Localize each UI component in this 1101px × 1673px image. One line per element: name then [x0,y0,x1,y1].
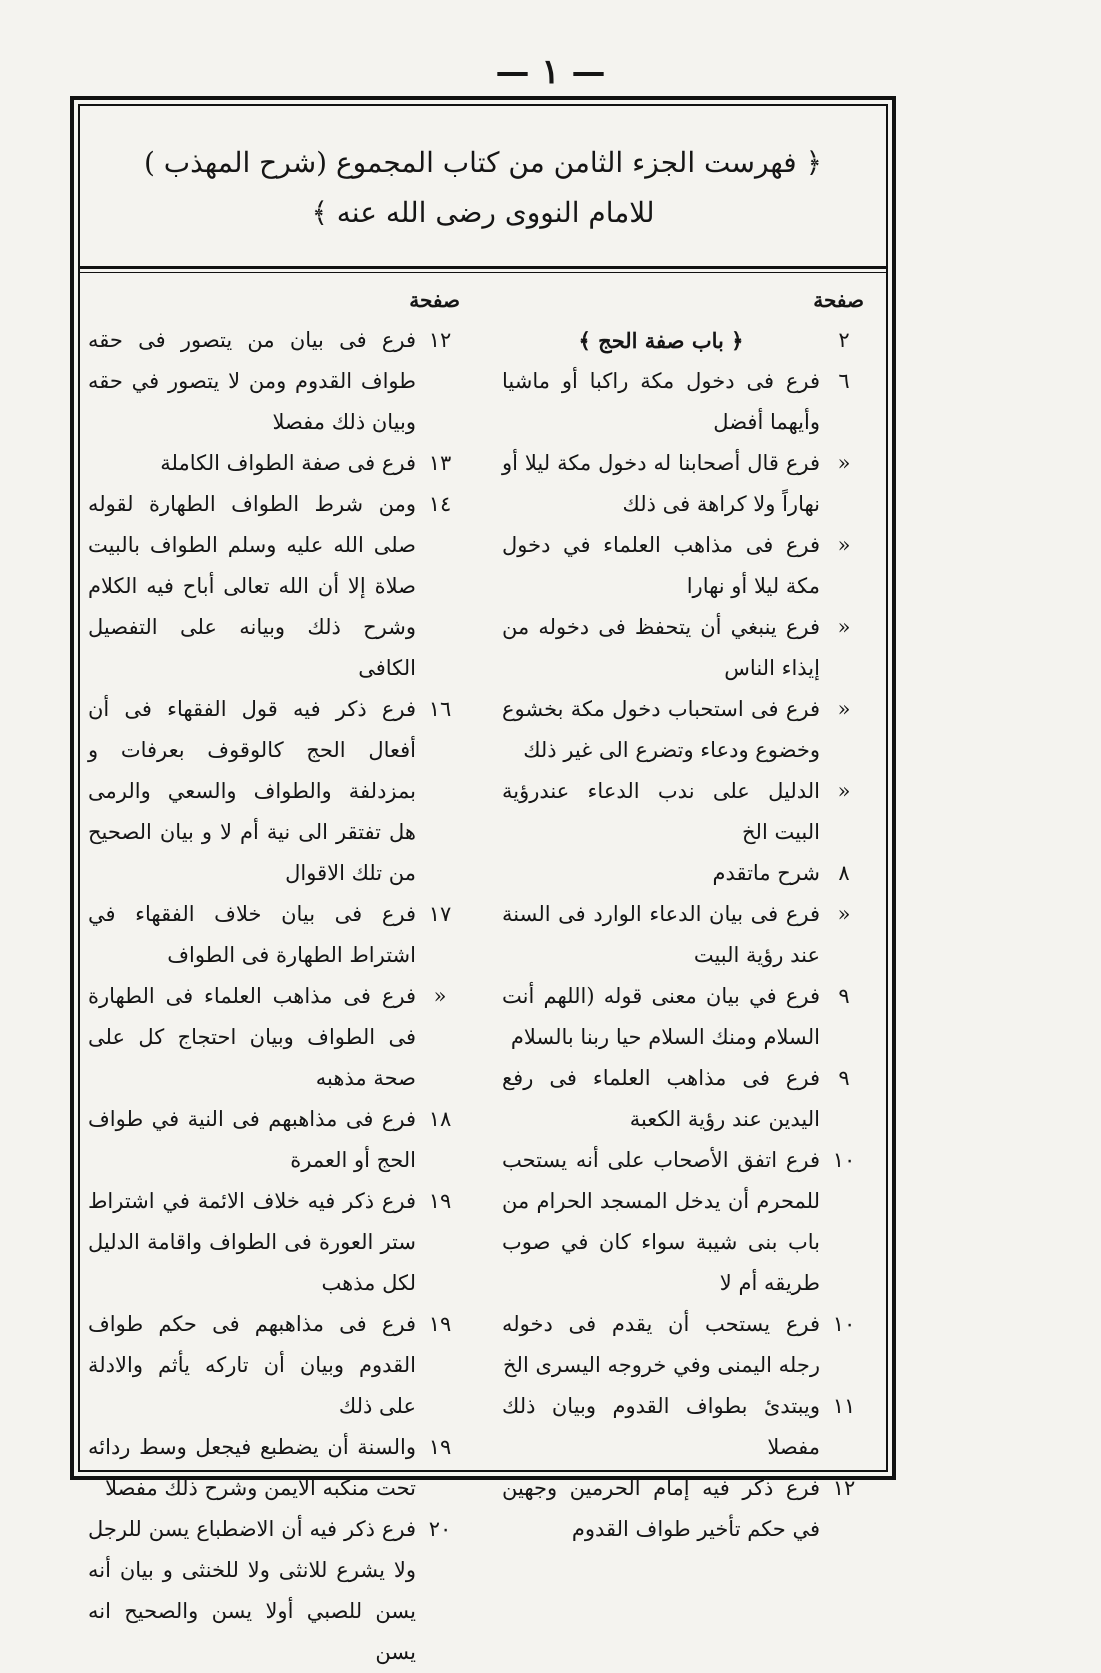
index-entry [88,1427,460,1509]
index-entry [88,689,460,894]
index-entry [502,1386,864,1468]
entry-title: شرح ماتقدم [712,861,820,885]
entry-page-number: ٩ [838,1066,850,1090]
index-entry [88,484,460,689]
entry-page-number: ١٩ [428,1435,452,1459]
entry-page-number: « [837,615,851,639]
entry-page-number: ١٩ [428,1189,452,1213]
index-entry [88,894,460,976]
index-entry [502,1304,864,1386]
header-divider [80,266,886,269]
entry-title: فرع فى مذاهب العلماء في دخول مكة ليلا أو نهارا [502,533,820,598]
entry-page-number: ٢ [838,328,850,352]
entry-page-number: « [837,779,851,803]
entry-list [502,320,864,1550]
index-entry [88,320,460,443]
entry-title: فرع فى دخول مكة راكبا أو ماشيا وأيهما أفضل [502,369,820,434]
index-entry [502,320,864,361]
entry-title: فرع فى مذاهب العلماء فى الطهارة فى الطواف وبيان احتجاج كل على صحة مذهبه [88,984,416,1090]
entry-title: فرع فى مذاهبهم فى حكم طواف القدوم وبيان أن تاركه يأثم والادلة على ذلك [88,1312,416,1418]
index-entry [502,607,864,689]
entry-page-number: ١٣ [428,451,452,475]
entry-title: ويبتدئ بطواف القدوم وبيان ذلك مفصلا [502,1394,820,1459]
entry-page-number: ١٢ [428,328,452,352]
entry-title: والسنة أن يضطبع فيجعل وسط ردائه تحت منكبه الايمن وشرح ذلك مفصلا [88,1435,416,1500]
index-entry [502,361,864,443]
entry-title: فرع قال أصحابنا له دخول مكة ليلا أو نهاراً ولا كراهة فى ذلك [502,451,820,516]
header-title-line: ﴿ فهرست الجزء الثامن من كتاب المجموع (شرح المهذب ) [143,146,822,179]
index-entry [502,525,864,607]
entry-page-number: ١١ [832,1394,856,1418]
header-author-line: للامام النووى رضى الله عنه ﴾ [311,196,655,229]
header-divider-thin [80,272,886,273]
entry-page-number: ١٠ [832,1148,856,1172]
index-entry [502,853,864,894]
index-entry [88,1304,460,1427]
entry-page-number: ١٩ [428,1312,452,1336]
index-column-right [502,280,864,1550]
entry-title: الدليل على ندب الدعاء عندرؤية البيت الخ [502,779,820,844]
entry-page-number: ٩ [838,984,850,1008]
entry-title: فرع فى بيان الدعاء الوارد فى السنة عند رؤية البيت [502,902,820,967]
index-header [94,138,872,238]
entry-page-number: « [837,697,851,721]
entry-page-number: ١٨ [428,1107,452,1131]
entry-title: فرع فى بيان خلاف الفقهاء في اشتراط الطهارة فى الطواف [88,902,416,967]
entry-title: فرع في بيان معنى قوله (اللهم أنت السلام ومنك السلام حيا ربنا بالسلام [502,984,820,1049]
entry-title: فرع ذكر فيه قول الفقهاء فى أن أفعال الحج كالوقوف بعرفات و بمزدلفة والطواف والسعي والرمى هل تفتقر الى نية أم لا و بيان الصحيح من تلك الاقوال [88,697,416,885]
entry-title: فرع فى مذاهبهم فى النية في طواف الحج أو العمرة [88,1107,416,1172]
entry-title: فرع فى صفة الطواف الكاملة [160,451,416,475]
entry-title: فرع ذكر فيه أن الاضطباع يسن للرجل ولا يشرع للانثى ولا للخنثى و بيان أنه يسن للصبي أولا يسن والصحيح انه يسن [88,1517,416,1664]
entry-title: ومن شرط الطواف الطهارة لقوله صلى الله عليه وسلم الطواف بالبيت صلاة إلا أن الله تعالى أباح فيه الكلام وشرح ذلك وبيانه على التفصيل الكافى [88,492,416,680]
index-entry [502,689,864,771]
entry-title: فرع فى استحباب دخول مكة بخشوع وخضوع ودعاء وتضرع الى غير ذلك [502,697,820,762]
entry-list [88,320,460,1673]
index-entry [502,1140,864,1304]
index-entry [502,771,864,853]
index-entry [88,1509,460,1673]
entry-title: فرع فى مذاهب العلماء فى رفع اليدين عند رؤية الكعبة [502,1066,820,1131]
entry-title: فرع ذكر فيه خلاف الائمة في اشتراط ستر العورة فى الطواف واقامة الدليل لكل مذهب [88,1189,416,1295]
entry-page-number: ١٦ [428,697,452,721]
column-heading: صفحة [409,288,460,312]
index-entry [88,1181,460,1304]
index-frame [70,96,896,1664]
entry-page-number: ١٤ [428,492,452,516]
index-entry [502,894,864,976]
entry-title: فرع اتفق الأصحاب على أنه يستحب للمحرم أن يدخل المسجد الحرام من باب بنى شيبة سواء كان في صوب طريقه أم لا [502,1148,820,1295]
entry-page-number: « [433,984,447,1008]
entry-page-number: ٢٠ [428,1517,452,1541]
entry-title: ﴿ باب صفة الحج ﴾ [578,328,744,353]
index-entry [502,443,864,525]
entry-page-number: ٨ [838,861,850,885]
page-number: — ١ — [495,52,606,92]
entry-page-number: ٦ [838,369,850,393]
entry-title: فرع ينبغي أن يتحفظ فى دخوله من إيذاء الناس [502,615,820,680]
entry-page-number: « [837,533,851,557]
index-entry [88,443,460,484]
index-entry [502,1058,864,1140]
entry-page-number: ١٢ [832,1476,856,1500]
entry-title: فرع ذكر فيه إمام الحرمين وجهين في حكم تأخير طواف القدوم [502,1476,820,1541]
index-entry [502,1468,864,1550]
index-entry [502,976,864,1058]
entry-title: فرع يستحب أن يقدم فى دخوله رجله اليمنى وفي خروجه اليسرى الخ [502,1312,820,1377]
index-entry [88,1099,460,1181]
column-heading: صفحة [813,288,864,312]
index-column-left [88,280,460,1673]
entry-page-number: « [837,451,851,475]
entry-page-number: ١٧ [428,902,452,926]
entry-title: فرع فى بيان من يتصور فى حقه طواف القدوم ومن لا يتصور في حقه وبيان ذلك مفصلا [88,328,416,434]
index-entry [88,976,460,1099]
entry-page-number: « [837,902,851,926]
entry-page-number: ١٠ [832,1312,856,1336]
